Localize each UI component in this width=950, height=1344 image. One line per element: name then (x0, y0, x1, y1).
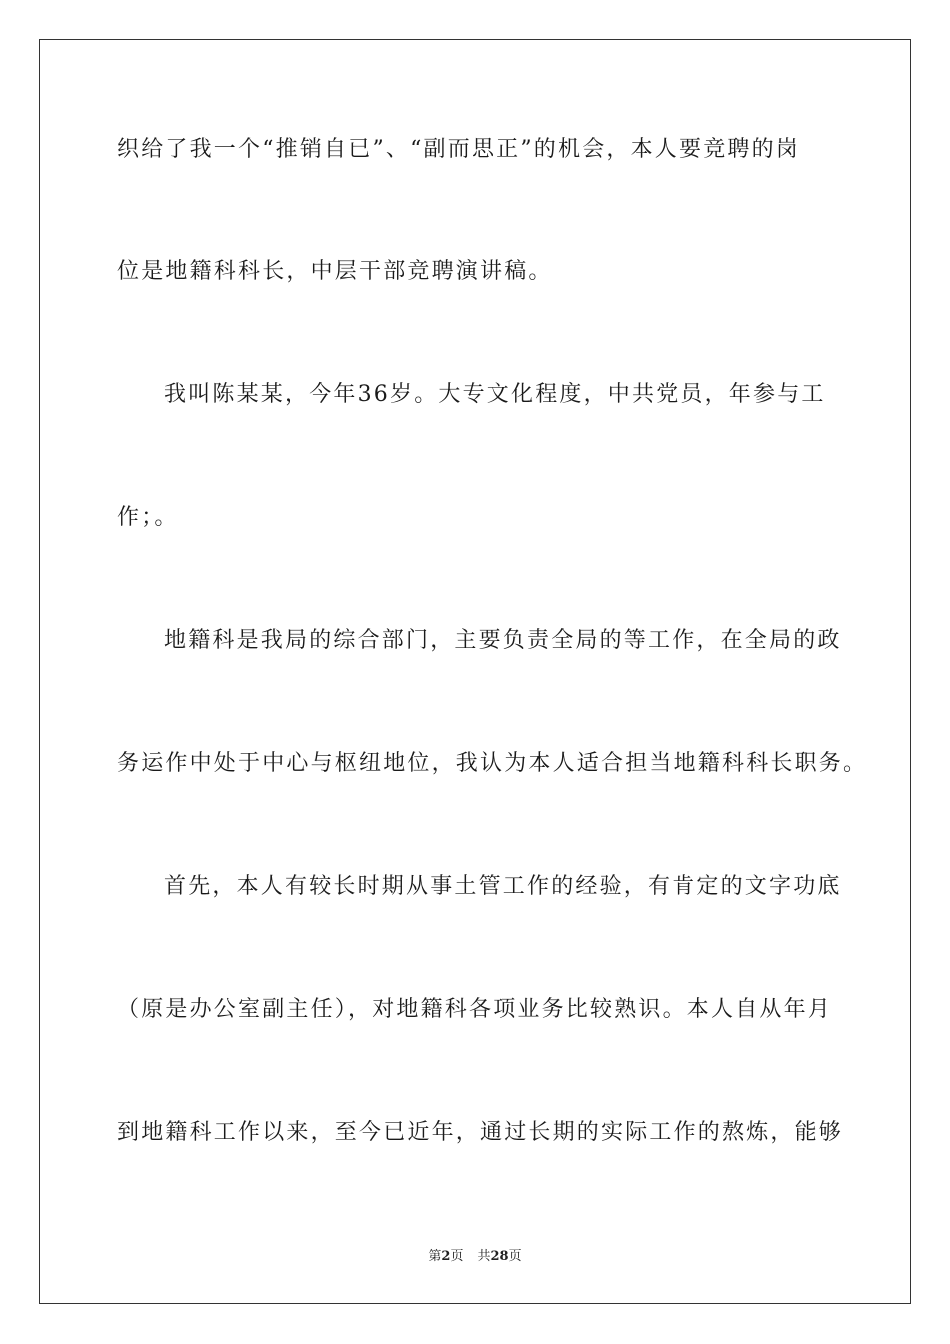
text-line: 务运作中处于中心与枢纽地位，我认为本人适合担当地籍科科长职务。 (117, 751, 868, 776)
text-line: 地籍科是我局的综合部门，主要负责全局的等工作，在全局的政 (164, 628, 842, 653)
text-line: 位是地籍科科长，中层干部竞聘演讲稿。 (117, 259, 553, 284)
text-line: 到地籍科工作以来，至今已近年，通过长期的实际工作的熬炼，能够 (117, 1120, 844, 1145)
text-line: 织给了我一个“推销自已”、“副而思正”的机会，本人要竞聘的岗 (117, 137, 800, 162)
total-prefix: 共 (477, 1249, 491, 1264)
page-prefix: 第 (428, 1249, 442, 1264)
page-number: 2 (441, 1249, 451, 1264)
text-line: 首先，本人有较长时期从事土管工作的经验，有肯定的文字功底 (164, 874, 842, 899)
text-line: 作；。 (117, 505, 179, 530)
page-suffix: 页 (450, 1249, 464, 1264)
page-footer (0, 1248, 950, 1266)
total-pages: 28 (490, 1249, 509, 1264)
text-line: 我叫陈某某，今年36岁。大专文化程度，中共党员，年参与工 (164, 382, 826, 407)
text-line: （原是办公室副主任），对地籍科各项业务比较熟识。本人自从年月 (117, 997, 833, 1022)
total-suffix: 页 (508, 1249, 522, 1264)
page-border (39, 39, 911, 1304)
